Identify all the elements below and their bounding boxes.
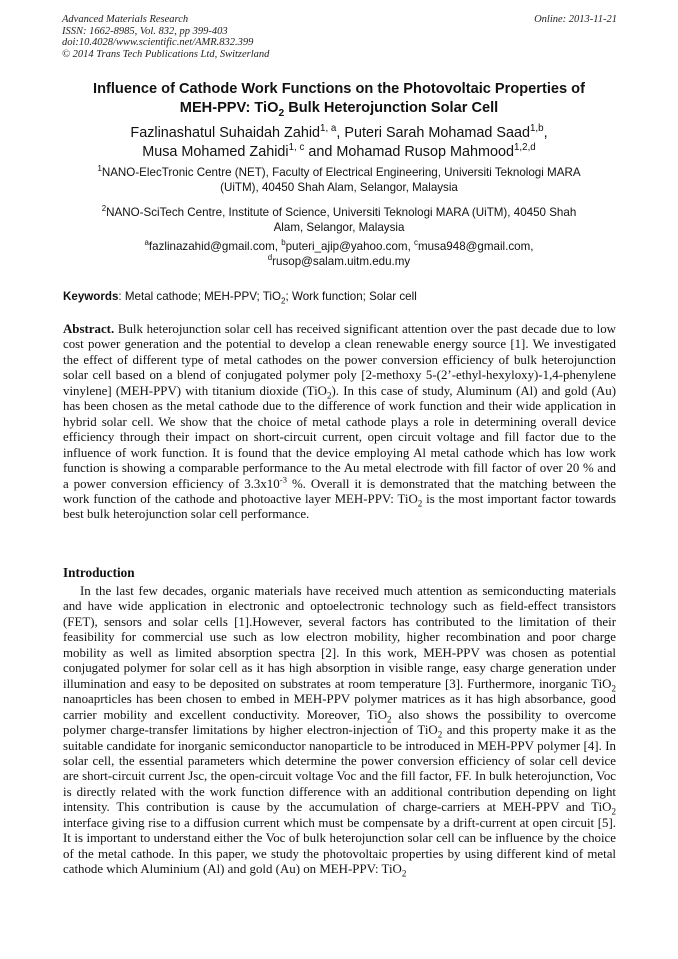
author-name: Fazlinashatul Suhaidah Zahid [130,125,321,141]
email-mark: d [267,252,273,262]
abstract-label: Abstract. [63,322,115,336]
abstract [63,322,616,523]
keywords-text: : Metal cathode; MEH-PPV; TiO [118,290,282,303]
intro-text: In the last few decades, organic materials have received much attention as semiconducting materials and have wide application in electronic and optoelectronic technology such as field-effect transistors (FET), sensors and solar cells [1].However, several factors has contributed to the limitation of their feasibility for commercial use such as low electron mobility, higher recombination and poor charge mobility as well as limited absorption spectra [2]. In this work, MEH-PPV was chosen as potential conjugated polymer for solar cell as it has high absorption in visible range, easy charge generation under illumination and easy to be deposited on substrates at room temperature [3]. Furthermore, inorganic TiO [63,584,616,691]
paper-title [40,80,638,118]
title-subscript: 2 [278,107,285,119]
author-affiliation-mark: 1,2,d [513,142,536,154]
abstract-text: ). In this case of study, Aluminum (Al) and gold (Au) has been chosen as the metal cathode due to the difference of work function and their wide application in hybrid solar cell. We show that the choice of metal cathode plays a role in determining overall device efficiency through their impact on short-circuit current, open circuit voltage and fill factor due to the influence of work function. It is found that the device employing Al metal cathode which has low work function is showing a comparable performance to the Au metal electrode with fill factor of over 20 % and a power conversion efficiency of 3.3x10 [63,383,616,491]
affiliation-text: NANO-SciTech Centre, Institute of Science, Universiti Teknologi MARA (UiTM), 40450 Shah [106,206,577,219]
author-name: Mohamad Rusop Mahmood [336,144,514,160]
author-name: Puteri Sarah Mohamad Saad [344,125,530,141]
author-affiliation-mark: 1,b [529,123,544,135]
email-line [60,252,618,270]
keywords-text: ; Work function; Solar cell [285,290,417,303]
author-list [40,124,638,162]
intro-text: nanoaprticles has been chosen to embed in MEH-PPV polymer matrices as it has high absorbance, good carrier mobility and excellent conductivity. Moreover, TiO [63,692,616,722]
abstract-text: is the most important factor towards best bulk heterojunction solar cell performance. [63,491,616,522]
intro-text: and this property make it as the suitable candidate for inorganic semiconductor nanoparticle to be introduced in MEH-PPV polymer [4]. In solar cell, the essential parameters which determine the power conversion efficiency of solar cell device are short-circuit current Jsc, the open-circuit voltage Voc and the fill factor, FF. In bulk heterojunction, Voc is directly related with the work function difference with an additional contribution depending on light intensity. This contribution is cause by the accumulation of charge-carriers at MEH-PPV and TiO [63,723,616,815]
keywords [63,290,618,305]
email-link[interactable]: musa948@gmail.com, [417,240,534,253]
title-line-2 [40,99,638,118]
author-name: Musa Mohamed Zahidi [142,144,289,160]
online-date: Online: 2013-11-21 [534,14,617,25]
title-line-1: Influence of Cathode Work Functions on the Photovoltaic Properties of [93,81,585,97]
author-line-2 [40,143,638,162]
affiliation-line [60,166,618,181]
section-heading-introduction: Introduction [63,565,135,580]
author-affiliation-mark: 1, a [320,123,337,135]
intro-text: interface giving rise to a diffusion current which must be compensate by a drift-current at open circuit [5]. It is important to understand either the Voc of bulk heterojunction solar cell can be influence by the choice of the metal cathode. In this paper, we study the photovoltaic properties by using different kind of metal cathode which Aluminium (Al) and gold (Au) on MEH-PPV: TiO [63,815,616,877]
email-mark: b [281,238,286,248]
title-text: MEH-PPV: TiO [179,100,279,116]
copyright-line: © 2014 Trans Tech Publications Ltd, Switzerland [62,48,270,60]
author-separator: , [336,125,345,141]
subscript: 2 [417,498,423,509]
affiliation-number: 2 [101,204,107,214]
email-mark: c [414,238,418,248]
author-line-1 [40,124,638,143]
subscript: 2 [611,806,616,817]
introduction-paragraph [63,584,616,878]
affiliation-text: (UiTM), 40450 Shah Alam, Selangor, Malaysia [220,180,458,194]
affiliation-2 [60,206,618,236]
author-emails [60,240,618,270]
journal-name: Advanced Materials Research [62,14,189,25]
subscript: 2 [611,683,616,694]
affiliation-text: NANO-ElecTronic Centre (NET), Faculty of Electrical Engineering, Universiti Teknologi MARA [101,166,581,179]
email-line [60,240,618,255]
author-separator: and [304,144,337,160]
author-affiliation-mark: 1, c [288,142,305,154]
keywords-label: Keywords [63,290,119,303]
intro-text: also shows the possibility to overcome polymer charge-transfer limitations by higher electron-injection of TiO [63,707,617,738]
keywords-subscript: 2 [281,296,286,306]
email-link[interactable]: rusop@salam.uitm.edu.my [272,254,411,268]
affiliation-line [60,206,618,221]
subscript: 2 [387,714,392,725]
issn-line: ISSN: 1662-8985, Vol. 832, pp 399-403 [62,25,228,37]
email-mark: a [144,238,149,248]
email-link[interactable]: fazlinazahid@gmail.com, [148,240,282,253]
abstract-text: Bulk heterojunction solar cell has received significant attention over the past decade due to low cost power generation and the potential to develop a clean renewable energy source [1]. We investigated the effect of different type of metal cathodes on the power conversion efficiency of bulk heterojunction solar cell based on a blend of conjugated polymer poly [2-methoxy 5-(2’-ethyl-hexyloxy)-1,4-phenylene vinylene] (MEH-PPV) with titanium dioxide (TiO [63,322,616,398]
doi-line: doi:10.4028/www.scientific.net/AMR.832.399 [62,37,254,48]
author-separator: , [543,125,548,141]
subscript: 2 [326,390,332,401]
title-text: Bulk Heterojunction Solar Cell [284,100,499,116]
email-link[interactable]: puteri_ajip@yahoo.com, [285,240,415,253]
superscript: -3 [279,474,287,485]
subscript: 2 [401,868,407,879]
abstract-text: %. Overall it is demonstrated that the matching between the work function of the cathode and photoactive layer MEH-PPV: TiO [63,476,616,506]
affiliation-number: 1 [97,164,102,174]
subscript: 2 [437,729,443,740]
affiliation-text: Alam, Selangor, Malaysia [273,220,405,234]
running-header [62,14,617,60]
affiliation-1 [60,166,618,196]
